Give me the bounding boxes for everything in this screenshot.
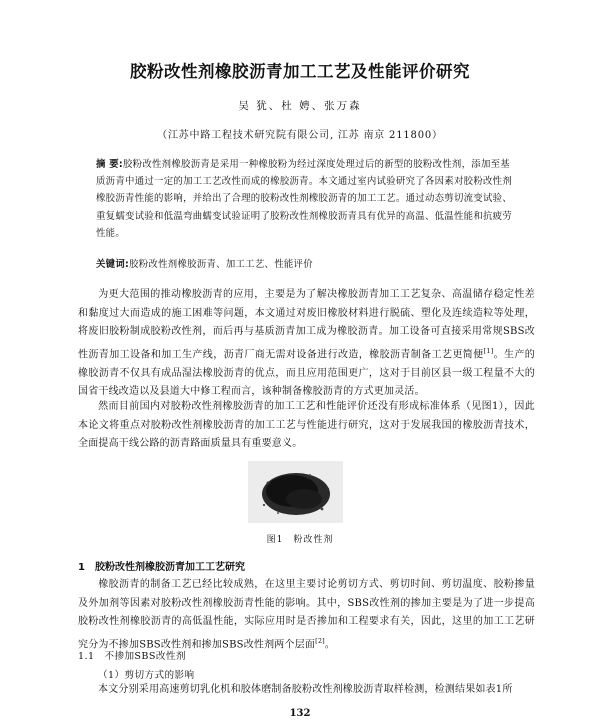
rubber-powder-photo xyxy=(248,461,343,523)
author-list: 吴 犹、杜 娉、张万森 xyxy=(238,100,362,112)
shear-method-text: 本文分别采用高速剪切乳化机和胶体磨制备胶粉改性剂橡胶沥青取样检测，检测结果如表1所 xyxy=(98,684,513,695)
citation-1: [1] xyxy=(483,346,494,355)
intro-paragraph-2 xyxy=(78,398,535,454)
keywords-block xyxy=(96,256,516,270)
intro-paragraph-1-part-a: 为更大范围的推动橡胶沥青的应用，主要是为了解决橡胶沥青加工工艺复杂、高温储存稳定性差和黏度过大而造成的施工困难等问题，本文通过对废旧橡胶材料进行脱硫、塑化及连续造粒等处理，将废旧胶粉制成胶粉改性剂，而后再与基质沥青加工成为橡胶沥青。加工设备可直接采用常规SBS改性沥青加工设备和加工生产线，沥青厂商无需对设备进行改造，橡胶沥青制备工艺更简便 xyxy=(78,289,535,361)
section-1-paragraph xyxy=(78,576,535,655)
section-1-paragraph-part-b: 。 xyxy=(324,639,336,651)
keywords-text: 胶粉改性剂橡胶沥青、加工工艺、性能评价 xyxy=(129,259,313,270)
intro-paragraph-1-part-b: 。生产的橡胶沥青不仅具有成品湿法橡胶沥青的优点，而且应用范围更广，这对于目前区县一级工程量不大的国省干线改造以及县道大中修工程而言，该种制备橡胶沥青的方式更加灵活。 xyxy=(78,349,535,398)
abstract-label: 摘 要: xyxy=(96,159,123,170)
paper-title: 胶粉改性剂橡胶沥青加工工艺及性能评价研究 xyxy=(130,62,470,81)
shear-method-paragraph xyxy=(78,681,535,700)
citation-2: [2] xyxy=(315,636,325,645)
intro-paragraph-2-text: 然而目前国内对胶粉改性剂橡胶沥青的加工工艺和性能评价还没有形成标准体系（见图1），因此本论文将重点对胶粉改性剂橡胶沥青的加工工艺与性能进行研究，这对于发展我国的橡胶沥青技术，全面提高干线公路的沥青路面质量具有重要意义。 xyxy=(78,401,535,450)
page-number: 132 xyxy=(289,708,311,719)
affiliation: （江苏中路工程技术研究院有限公司, 江苏 南京 211800） xyxy=(157,130,443,141)
subsubsection-heading-1-1-1: （1）剪切方式的影响 xyxy=(98,670,195,681)
figure-caption: 图1 粉改性剂 xyxy=(266,535,334,545)
abstract-block xyxy=(96,156,516,242)
intro-paragraph-1 xyxy=(78,286,535,402)
subsection-heading-1-1: 1.1 不掺加SBS改性剂 xyxy=(78,651,186,662)
abstract-text: 胶粉改性剂橡胶沥青是采用一种橡胶粉为经过深度处理过后的新型的胶粉改性剂，添加至基质沥青中通过一定的加工工艺改性而成的橡胶沥青。本文通过室内试验研究了各因素对胶粉改性剂橡胶沥青性能的影响，并给出了合理的胶粉改性剂橡胶沥青的加工工艺。通过动态剪切流变试验、重复蠕变试验和低温弯曲蠕变试验证明了胶粉改性剂橡胶沥青具有优异的高温、低温性能和抗疲劳性能。 xyxy=(96,159,513,239)
section-heading-1: 1 胶粉改性剂橡胶沥青加工工艺研究 xyxy=(78,562,245,573)
section-1-paragraph-part-a: 橡胶沥青的制备工艺已经比较成熟，在这里主要讨论剪切方式、剪切时间、剪切温度、胶粉掺量及外加剂等因素对胶粉改性剂橡胶沥青性能的影响。其中，SBS改性剂的掺加主要是为了进一步提高胶粉改性剂橡胶沥青的高低温性能，实际应用时是否掺加和工程要求有关，因此，这里的加工工艺研究分为不掺加SBS改性剂和掺加SBS改性剂两个层面 xyxy=(78,579,535,651)
keywords-label: 关键词: xyxy=(96,259,130,270)
